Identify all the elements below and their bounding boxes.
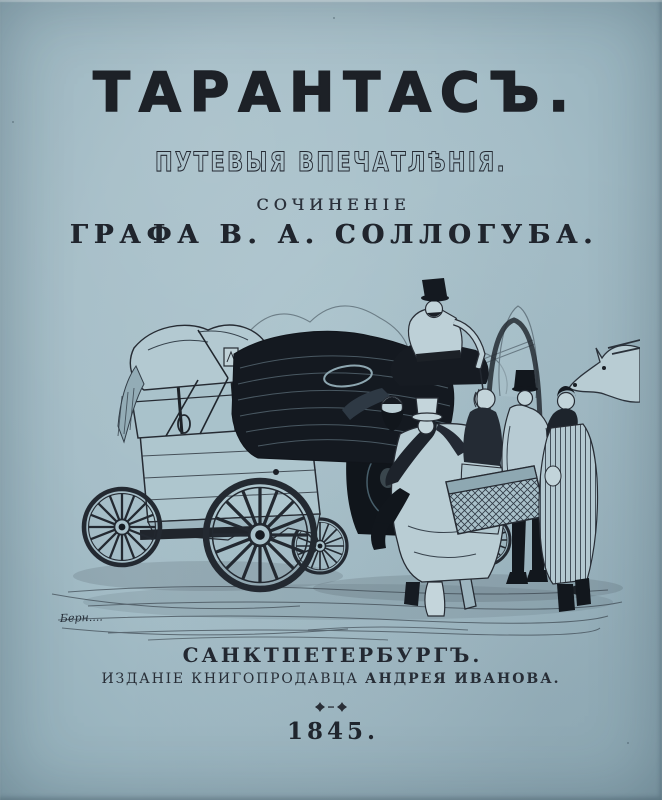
horse-head [569,340,640,402]
tarantass-engraving [48,276,640,648]
printers-ornament-icon [0,701,662,713]
book-title: ТАРАНТАСЪ. [93,61,578,124]
author-line: ГРАФА В. А. СОЛЛОГУБА. [69,220,599,250]
paper-speck [12,121,14,123]
publication-year: 1845. [286,718,380,745]
publisher-name: АНДРЕЯ ИВАНОВА. [365,671,561,687]
rear-left-wheel [84,489,160,565]
book-subtitle: ПУТЕВЫЯ ВПЕЧАТЛѢНІЯ. [155,147,507,178]
foreground-ground-lines [148,627,468,640]
publisher-prefix: ИЗДАНІЕ КНИГОПРОДАВЦА [101,671,359,687]
paper-speck [333,17,335,19]
byline-label: СОЧИНЕНІЕ [256,195,411,214]
rear-right-wheel [206,481,314,589]
engraver-signature: Берн.... [59,610,103,625]
book-subtitle-outline [0,141,662,185]
publisher-line [0,672,662,686]
imprint-city: САНКТПЕТЕРБУРГЪ. [182,643,483,667]
